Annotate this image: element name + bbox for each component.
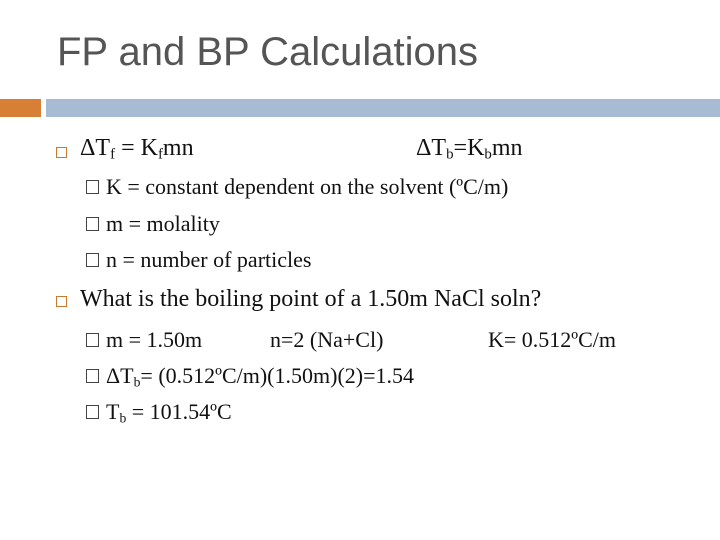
given-n: n=2 (Na+Cl) (270, 327, 384, 352)
bp-formula: $\Delta T_b=K_bmn$ (416, 135, 523, 163)
sub-bullet-icon (86, 369, 99, 383)
sub-item-m: m = molality (106, 211, 220, 236)
sub-bullet-icon (86, 333, 99, 347)
sub-item-k: K = constant dependent on the solvent (ºC/m) (106, 174, 509, 199)
given-k: K= 0.512ºC/m (488, 327, 617, 352)
sub-bullet-icon (86, 405, 99, 419)
accent-bar-orange (0, 99, 41, 117)
sub-bullet-icon (86, 180, 99, 194)
bullet-2-icon (56, 296, 67, 307)
given-m: m = 1.50m (106, 327, 203, 352)
result-line: $T_b$ = 101.54ºC (106, 399, 232, 426)
accent-bar-blue (46, 99, 720, 117)
calc-line: $\Delta T_b=$ (0.512ºC/m)(1.50m)(2)=1.54 (106, 363, 415, 390)
bullet-1-icon (56, 147, 67, 158)
sub-bullet-icon (86, 253, 99, 267)
question-text: What is the boiling point of a 1.50m NaCl soln? (80, 286, 542, 312)
fp-formula: $\Delta T_f = K_fmn$ (80, 135, 194, 163)
sub-bullet-icon (86, 217, 99, 231)
slide-title: FP and BP Calculations (57, 30, 478, 74)
sub-item-n: n = number of particles (106, 247, 312, 272)
